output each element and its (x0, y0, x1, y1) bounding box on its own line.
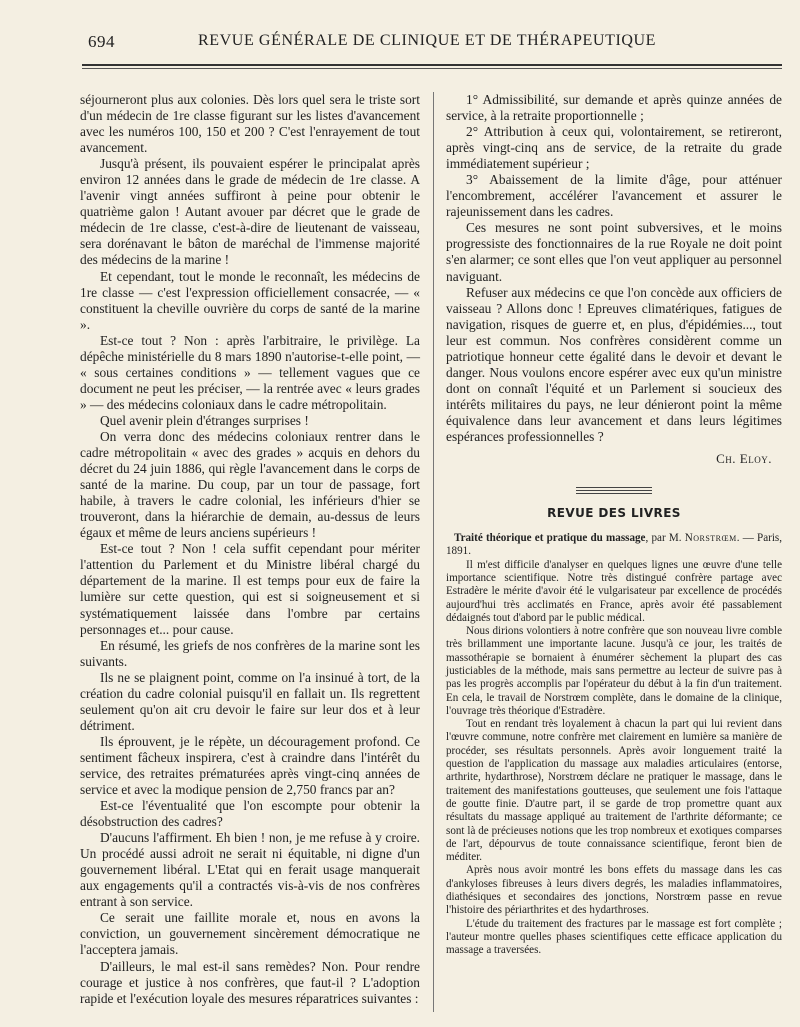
header-rule-thin (82, 68, 782, 69)
right-column (446, 92, 782, 958)
paragraph: séjourneront plus aux colonies. Dès lors quel sera le triste sort d'un médecin de 1re classe figurant sur les listes d'avancement avec les numéros 100, 150 et 200 ? C'est l'enrayement de tout avancement. (80, 92, 420, 156)
paragraph: Ils ne se plaignent point, comme on l'a insinué à tort, de la création du cadre colonial puisqu'il en fallait un. Ils regrettent seulement qu'on ait cru devoir le faire sur leur dos et à leur détriment. (80, 669, 420, 733)
book-publication: . — Paris, 1891. (446, 532, 782, 558)
paragraph: On verra donc des médecins coloniaux rentrer dans le cadre métropolitain « avec des grades » acquis en dehors du décret du 24 juin 1886, qui règle l'avancement dans le corps de santé de la marine. Du coup, par un tour de passage, fort habile, à travers le cadre colonial, les inférieurs d'hier se trouveront, dans la hiérarchie de demain, au-dessus de leurs égaux et même de leurs anciens supérieurs ! (80, 428, 420, 541)
review-paragraph: Tout en rendant très loyalement à chacun la part qui lui revient dans l'œuvre commune, notre confrère met clairement en lumière sa manière de procéder, ses résultats personnels. Après avoir longuement traité la question de l'application du massage aux maladies articulaires (entorse, arthrite, hydarthrose), Norstrœm déclare ne pratiquer le massage, dans le traitement des manifestations goutteuses, que seulement une fois l'attaque de goutte finie. D'autre part, il se garde de trop promettre quant aux résultats du massage appliqué au traitement de l'arthrite déformante; ce sont là de précieuses notions que les trop nombreux et exotiques comparses de l'art, dépourvus de toute connaissance scientifique, feront bien de méditer. (446, 718, 782, 864)
paragraph: Et cependant, tout le monde le reconnaît, les médecins de 1re classe — c'est l'expression officiellement consacrée, — « constituent la cheville ouvrière du corps de santé de la marine ». (80, 268, 420, 332)
measure-item: 3° Abaissement de la limite d'âge, pour atténuer l'encombrement, accélérer l'avancement et assurer le rajeunissement dans les cadres. (446, 172, 782, 220)
running-header (88, 32, 778, 54)
section-title: REVUE DES LIVRES (547, 506, 681, 521)
author-signature: Ch. Eloy. (716, 451, 772, 467)
book-title: Traité théorique et pratique du massage (454, 532, 646, 545)
column-divider (433, 92, 434, 1012)
header-rule (82, 64, 782, 66)
measure-item: 2° Attribution à ceux qui, volontairement, se retireront, après vingt-cinq ans de service, de la retraite du grade immédiatement supérieur ; (446, 124, 782, 172)
paragraph: Ces mesures ne sont point subversives, et le moins progressiste des fonctionnaires de la rue Royale ne doit point s'en alarmer; ce sont elles que l'on veut appliquer au personnel naviguant. (446, 220, 782, 284)
paragraph: Ils éprouvent, je le répète, un découragement profond. Ce sentiment fâcheux inspirera, c'est à craindre dans l'intérêt du service, des retraites prématurées après vingt-cinq années de service et avec la modique pension de 2,750 francs par an? (80, 733, 420, 798)
paragraph: Quel avenir plein d'étranges surprises ! (100, 412, 309, 428)
book-review (446, 532, 782, 958)
page-number: 694 (88, 32, 115, 51)
left-column (80, 92, 420, 1007)
paragraph: Refuser aux médecins ce que l'on concède aux officiers de vaisseau ? Allons donc ! Epreuves climatériques, fatigues de navigation, risques de guerre et, en plus, d'épidémies..., tout leur est commun. Nos confrères considèrent comme un patriotique honneur cette égalité dans le devoir et devant le danger. Nous voulons encore espérer avec eux qu'un ministre dont on connaît l'équité et un Parlement si soucieux des intérêts militaires du pays, ne leur dénieront point la même équivalence dans leur avancement et dans leurs légitimes espérances professionnelles ? (446, 284, 782, 444)
review-paragraph: L'étude du traitement des fractures par le massage est fort complète ; l'auteur montre quelles phases scientifiques cette efficace application du massage a traversées. (446, 917, 782, 957)
paragraph: Est-ce l'éventualité que l'on escompte pour obtenir la désobstruction des cadres? (80, 798, 420, 830)
book-author: Norstrœm (684, 532, 737, 545)
journal-title: REVUE GÉNÉRALE DE CLINIQUE ET DE THÉRAPEUTIQUE (198, 32, 657, 49)
paragraph: Jusqu'à présent, ils pouvaient espérer le principalat après environ 12 années dans le grade de médecin de 1re classe. A l'avenir vingt années suffiront à peine pour obtenir le quatrième galon ! Autant avouer par décret que le grade de médecin de 1re classe, c'est-à-dire de lieutenant de vaisseau, sera dorénavant le bâton de maréchal de l'immense majorité des médecins de la marine ! (80, 156, 420, 268)
section-separator (576, 487, 652, 494)
review-paragraph: Après nous avoir montré les bons effets du massage dans les cas d'ankyloses fibreuses à leurs divers degrés, les maladies inflammatoires, diathésiques et secondaires des jonctions, Norstrœm passe en revue l'histoire des périarthrites et des hydarthroses. (446, 864, 782, 917)
author-prefix: , par M. (645, 532, 685, 545)
review-paragraph: Il m'est difficile d'analyser en quelques lignes une œuvre d'une telle importance scientifique. Notre très distingué confrère partage avec Estradère le mérite d'avoir été le vulgarisateur par excellence de procédés aujourd'hui très acclimatés en France, après avoir été passablement dédaignés tout d'abord par le public médical. (446, 558, 782, 624)
paragraph: En résumé, les griefs de nos confrères de la marine sont les suivants. (80, 637, 420, 669)
book-reference (446, 532, 782, 559)
paragraph: D'aucuns l'affirment. Eh bien ! non, je me refuse à y croire. Un procédé aussi adroit ne serait ni équitable, ni digne d'un gouvernement libéral. L'Etat qui en ferait usage manquerait aux engagements qu'il a contractés vis-à-vis de nos confrères entrant à son service. (80, 830, 420, 910)
paragraph: Est-ce tout ? Non ! cela suffit cependant pour mériter l'attention du Parlement et du Ministre libéral chargé du département de la marine. Il est temps pour eux de faire la lumière sur cette question, qui est si soigneusement et si systématiquement laissée dans l'ombre par certains personnages et... pour cause. (80, 541, 420, 637)
review-paragraph: Nous dirions volontiers à notre confrère que son nouveau livre comble très brillamment une importante lacune. Jusqu'à ce jour, les traités de massothérapie se bornaient à énumérer sèchement la plupart des cas justiciables de la méthode, mais sans permettre au lecteur de suivre pas à pas les progrès accomplis par l'opérateur du début à la fin d'un traitement. En cela, le travail de Norstrœm complète, dans le domaine de la clinique, l'ouvrage très théorique d'Estradère. (446, 625, 782, 717)
measure-item: 1° Admissibilité, sur demande et après quinze années de service, à la retraite proportionnelle ; (446, 92, 782, 124)
paragraph: Ce serait une faillite morale et, nous en avons la conviction, un gouvernement sincèrement démocratique ne l'acceptera jamais. (80, 910, 420, 958)
paragraph: Est-ce tout ? Non : après l'arbitraire, le privilège. La dépêche ministérielle du 8 mars 1890 n'autorise-t-elle point, — « sous certaines conditions » — tellement vagues que ce document ne peut les préciser, — la rentrée avec « leurs grades » — des médecins coloniaux dans le cadre métropolitain. (80, 332, 420, 412)
paragraph: D'ailleurs, le mal est-il sans remèdes? Non. Pour rendre courage et justice à nos confrères, que faut-il ? L'adoption rapide et l'exécution loyale des mesures réparatrices suivantes : (80, 958, 420, 1006)
